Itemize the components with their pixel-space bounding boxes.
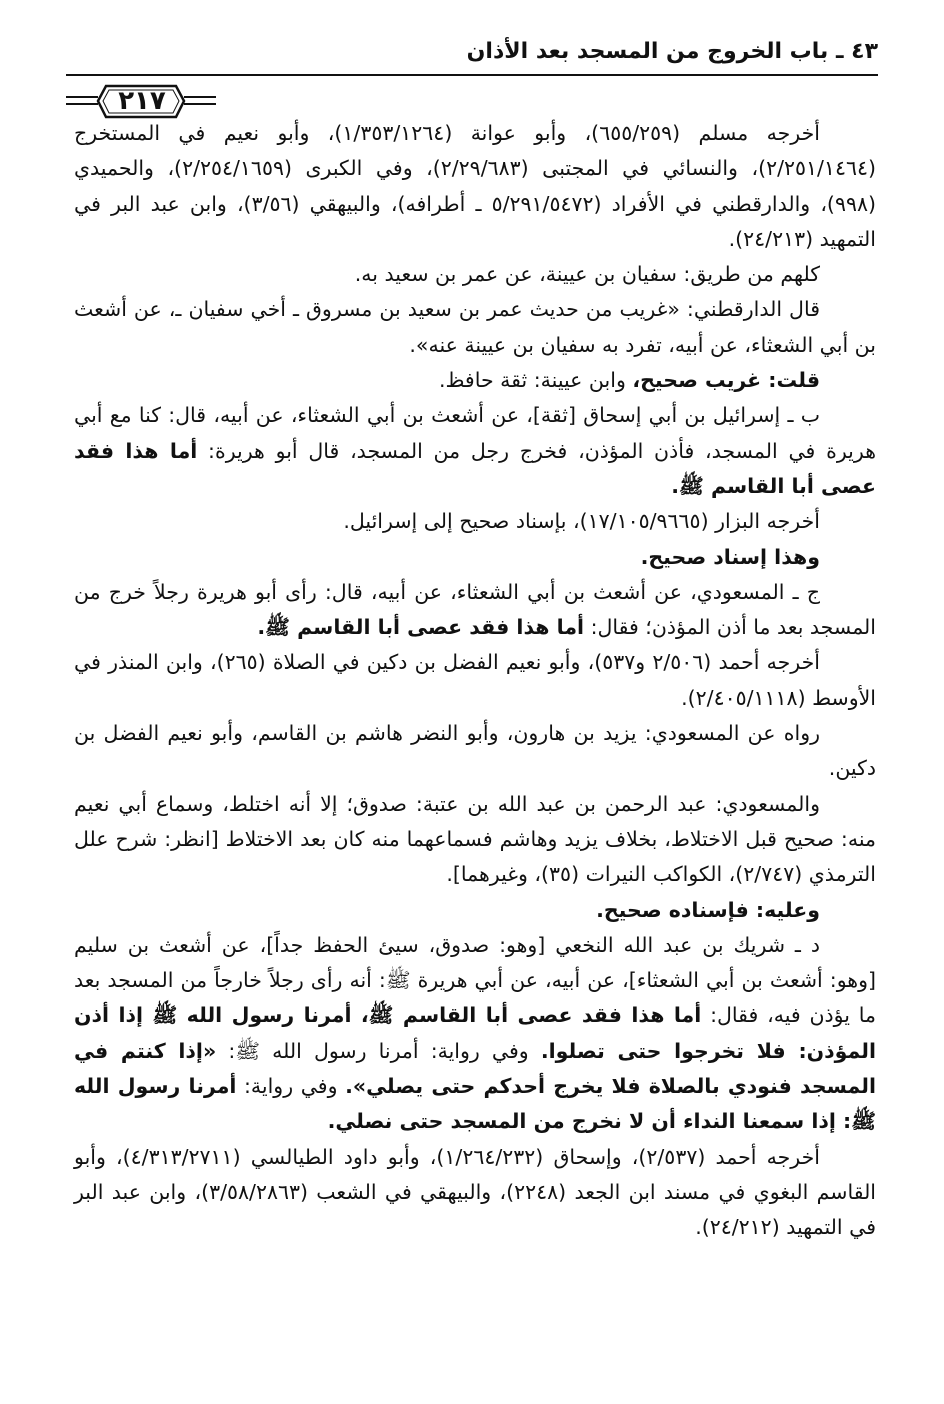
text-segment: وابن عيينة: ثقة حافظ. [438, 368, 633, 393]
paragraph [74, 575, 876, 646]
paragraph [74, 1140, 876, 1246]
text-segment: أخرجه مسلم (٦٥٥/٢٥٩)، وأبو عوانة (١/٣٥٣/١٢٦٤)، وأبو نعيم في المستخرج (٢/٢٥١/١٤٦٤)، والنسائي في المجتبى (٢/٢٩/٦٨٣)، وفي الكبرى (٢/٢٥٤/١٦٥٩)، والحميدي (٩٩٨)، والدارقطني في الأفراد (٥/٢٩١/٥٤٧٢ ـ أطرافه)، والبيهقي (٣/٥٦)، وابن عبد البر في التمهيد (٢٤/٢١٣). [74, 121, 876, 251]
page-number: ٢١٧ [118, 86, 166, 116]
bold-text-segment: وعليه: فإسناده صحيح. [596, 897, 820, 922]
header-rule [66, 74, 878, 76]
paragraph [74, 504, 876, 539]
paragraph [74, 928, 876, 1140]
text-segment: وفي رواية: [236, 1074, 346, 1099]
text-segment: د ـ شريك بن عبد الله النخعي [وهو: صدوق، سيئ الحفظ جداً]، عن أشعث بن سليم [وهو: أشعث بن أبي الشعثاء]، عن أبيه، عن أبي هريرة ﷺ: أنه رأى رجلاً خارجاً من المسجد بعد ما يؤذن فيه، فقال: [74, 932, 876, 1028]
paragraph [74, 116, 876, 257]
paragraph [74, 787, 876, 893]
text-segment: كلهم من طريق: سفيان بن عيينة، عن عمر بن سعيد به. [354, 262, 820, 287]
text-segment: أخرجه أحمد (٢/٥٠٦ و٥٣٧)، وأبو نعيم الفضل بن دكين في الصلاة (٢٦٥)، وابن المنذر في الأوسط (٢/٤٠٥/١١١٨). [74, 650, 876, 710]
paragraph [74, 716, 876, 787]
text-segment: ج ـ المسعودي، عن أشعث بن أبي الشعثاء، عن أبيه، قال: رأى أبو هريرة رجلاً خرج من المسجد بعد ما أذن المؤذن؛ فقال: [74, 579, 876, 640]
bold-text-segment: قلت: غريب صحيح، [632, 368, 820, 393]
bold-text-segment: أمرنا رسول الله ﷺ: إذا سمعنا النداء أن لا نخرج من المسجد حتى نصلي. [74, 1074, 876, 1134]
paragraph [74, 363, 876, 398]
paragraph [74, 292, 876, 363]
body-text [74, 116, 876, 1246]
paragraph [74, 257, 876, 292]
bold-text-segment: «إذا كنتم في المسجد فنودي بالصلاة فلا يخرج أحدكم حتى يصلي». [74, 1038, 876, 1099]
bold-text-segment: أما هذا فقد عصى أبا القاسم ﷺ. [74, 438, 876, 498]
bold-text-segment: أما هذا فقد عصى أبا القاسم ﷺ. [257, 615, 585, 640]
text-segment: رواه عن المسعودي: يزيد بن هارون، وأبو النضر هاشم بن القاسم، وأبو نعيم الفضل بن دكين. [74, 721, 876, 781]
bold-text-segment: أما هذا فقد عصى أبا القاسم ﷺ، أمرنا رسول الله ﷺ إذا أذن المؤذن: فلا تخرجوا حتى تصلوا. [74, 1003, 877, 1063]
text-segment: أخرجه البزار (١٧/١٠٥/٩٦٦٥)، بإسناد صحيح إلى إسرائيل. [343, 509, 820, 534]
page-header [66, 32, 878, 116]
paragraph [74, 893, 876, 928]
text-segment: والمسعودي: عبد الرحمن بن عبد الله بن عتبة: صدوق؛ إلا أنه اختلط، وسماع أبي نعيم منه: صحيح قبل الاختلاط، بخلاف يزيد وهاشم فسماعهما منه كان بعد الاختلاط [انظر: شرح علل الترمذي (٢/٧٤٧)، الكواكب النيرات (٣٥)، وغيرهما]. [74, 791, 876, 887]
bold-text-segment: وهذا إسناد صحيح. [640, 544, 820, 569]
chapter-title: ٤٣ ـ باب الخروج من المسجد بعد الأذان [466, 39, 878, 64]
text-segment: وفي رواية: أمرنا رسول الله ﷺ: [216, 1038, 541, 1063]
paragraph [74, 398, 876, 504]
text-segment: ب ـ إسرائيل بن أبي إسحاق [ثقة]، عن أشعث بن أبي الشعثاء، عن أبيه، قال: كنا مع أبي هريرة في المسجد، فأذن المؤذن، فخرج رجل من المسجد، قال أبو هريرة: [74, 403, 877, 463]
text-segment: قال الدارقطني: «غريب من حديث عمر بن سعيد بن مسروق ـ أخي سفيان ـ، عن أشعث بن أبي الشعثاء، عن أبيه، تفرد به سفيان بن عيينة عنه». [74, 297, 876, 357]
paragraph [74, 540, 876, 575]
text-segment: أخرجه أحمد (٢/٥٣٧)، وإسحاق (١/٢٦٤/٢٣٢)، وأبو داود الطيالسي (٤/٣١٣/٢٧١١)، وأبو القاسم البغوي في مسند ابن الجعد (٢٢٤٨)، والبيهقي في الشعب (٣/٥٨/٢٨٦٣)، وابن عبد البر في التمهيد (٢٤/٢١٢). [74, 1144, 877, 1240]
paragraph [74, 645, 876, 716]
